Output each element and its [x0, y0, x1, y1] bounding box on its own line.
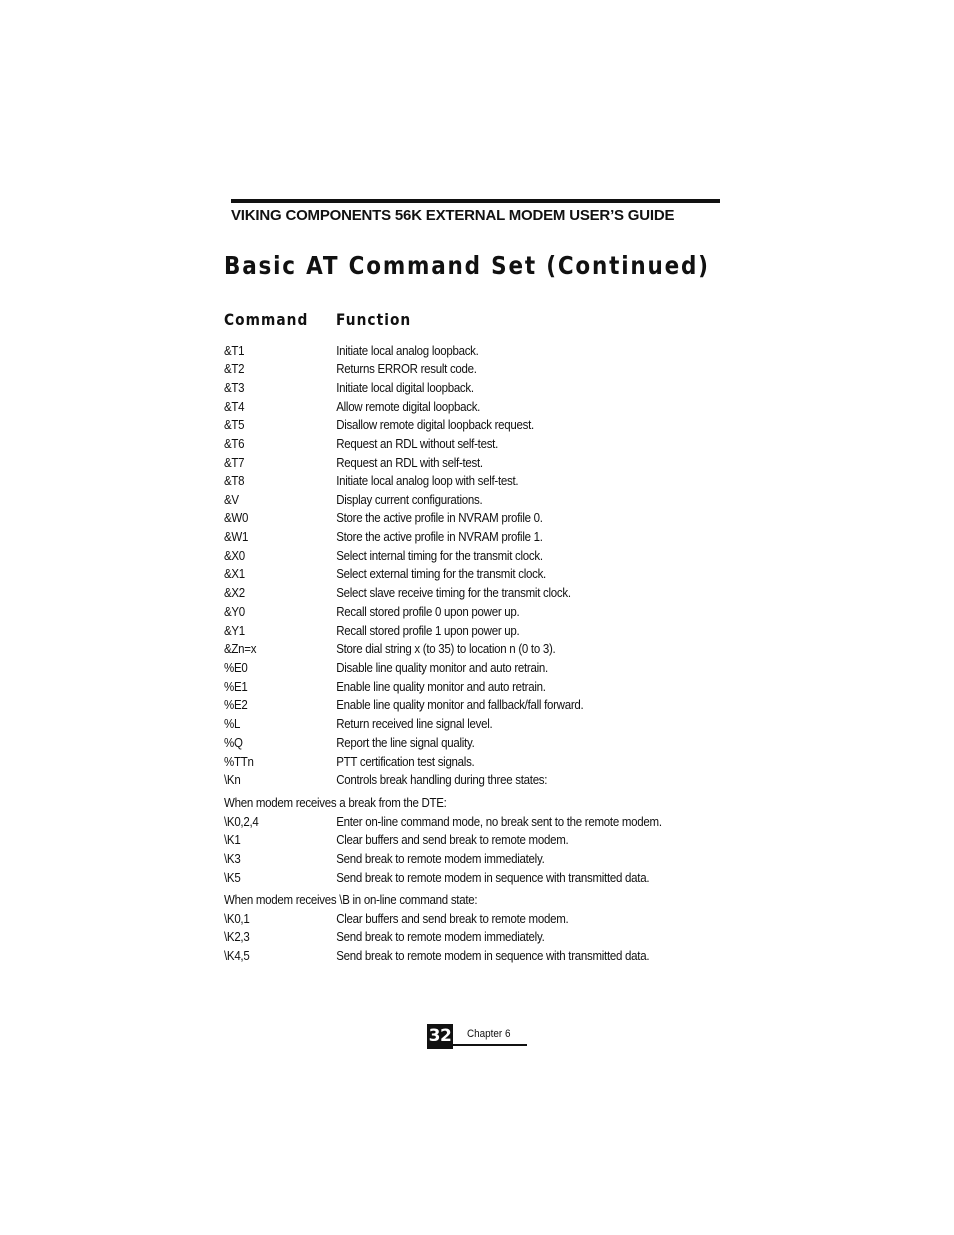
command-cell: %E2 — [224, 698, 248, 712]
command-cell: &V — [224, 493, 239, 507]
command-cell: \K0,1 — [224, 912, 250, 926]
header-rule — [231, 199, 720, 203]
function-cell: Allow remote digital loopback. — [336, 400, 481, 414]
footer-rule — [453, 1044, 527, 1046]
command-cell: %Q — [224, 736, 243, 750]
function-cell: Disable line quality monitor and auto retrain. — [336, 661, 548, 675]
command-cell: \K4,5 — [224, 949, 250, 963]
command-cell: &T1 — [224, 344, 245, 358]
function-cell: Select external timing for the transmit clock. — [336, 567, 546, 581]
function-cell: Store dial string x (to 35) to location n (0 to 3). — [336, 642, 556, 656]
function-cell: Clear buffers and send break to remote modem. — [336, 833, 569, 847]
function-cell: Controls break handling during three states: — [336, 773, 548, 787]
command-cell: &T8 — [224, 474, 245, 488]
function-cell: Request an RDL without self-test. — [336, 437, 499, 451]
function-cell: Send break to remote modem immediately. — [336, 930, 545, 944]
command-cell: &W0 — [224, 511, 249, 525]
function-cell: Select internal timing for the transmit clock. — [336, 549, 543, 563]
function-cell: Initiate local digital loopback. — [336, 381, 474, 395]
command-cell: \K3 — [224, 852, 241, 866]
function-cell: Request an RDL with self-test. — [336, 456, 483, 470]
function-cell: Returns ERROR result code. — [336, 362, 477, 376]
command-cell: &T4 — [224, 400, 245, 414]
column-header-function: Function — [336, 310, 412, 329]
command-cell: \Kn — [224, 773, 241, 787]
function-cell: Report the line signal quality. — [336, 736, 475, 750]
column-header-command: Command — [224, 310, 309, 329]
page-number: 32 — [427, 1024, 453, 1049]
break-online-note: When modem receives \B in on-line command state: — [224, 893, 478, 907]
command-cell: %TTn — [224, 755, 254, 769]
command-cell: &Zn=x — [224, 642, 257, 656]
command-cell: &T2 — [224, 362, 245, 376]
function-cell: Recall stored profile 1 upon power up. — [336, 624, 520, 638]
function-cell: Initiate local analog loop with self-test. — [336, 474, 519, 488]
command-cell: &Y0 — [224, 605, 245, 619]
command-cell: &T5 — [224, 418, 245, 432]
function-cell: Display current configurations. — [336, 493, 483, 507]
command-cell: &X1 — [224, 567, 245, 581]
command-cell: &X2 — [224, 586, 245, 600]
chapter-label: Chapter 6 — [467, 1028, 511, 1040]
function-cell: Initiate local analog loopback. — [336, 344, 479, 358]
function-cell: Enable line quality monitor and fallback/fall forward. — [336, 698, 584, 712]
command-cell: \K2,3 — [224, 930, 250, 944]
command-cell: \K5 — [224, 871, 241, 885]
function-cell: Send break to remote modem immediately. — [336, 852, 545, 866]
command-cell: &W1 — [224, 530, 249, 544]
command-cell: \K0,2,4 — [224, 815, 259, 829]
function-cell: Store the active profile in NVRAM profile 1. — [336, 530, 543, 544]
command-cell: &Y1 — [224, 624, 245, 638]
function-cell: Return received line signal level. — [336, 717, 493, 731]
function-cell: Enter on-line command mode, no break sent to the remote modem. — [336, 815, 662, 829]
function-cell: Send break to remote modem in sequence with transmitted data. — [336, 949, 650, 963]
command-cell: &T7 — [224, 456, 245, 470]
guide-title: VIKING COMPONENTS 56K EXTERNAL MODEM USER’S GUIDE — [231, 207, 675, 224]
function-cell: PTT certification test signals. — [336, 755, 475, 769]
command-cell: %E0 — [224, 661, 248, 675]
function-cell: Store the active profile in NVRAM profile 0. — [336, 511, 543, 525]
command-cell: &T6 — [224, 437, 245, 451]
function-cell: Clear buffers and send break to remote modem. — [336, 912, 569, 926]
command-cell: &X0 — [224, 549, 245, 563]
command-cell: %E1 — [224, 680, 248, 694]
command-cell: &T3 — [224, 381, 245, 395]
function-cell: Enable line quality monitor and auto retrain. — [336, 680, 546, 694]
break-dte-note: When modem receives a break from the DTE: — [224, 796, 447, 810]
command-cell: %L — [224, 717, 241, 731]
function-cell: Recall stored profile 0 upon power up. — [336, 605, 520, 619]
page-title: Basic AT Command Set (Continued) — [224, 251, 710, 280]
command-cell: \K1 — [224, 833, 241, 847]
function-cell: Select slave receive timing for the transmit clock. — [336, 586, 571, 600]
function-cell: Send break to remote modem in sequence with transmitted data. — [336, 871, 650, 885]
function-cell: Disallow remote digital loopback request. — [336, 418, 534, 432]
